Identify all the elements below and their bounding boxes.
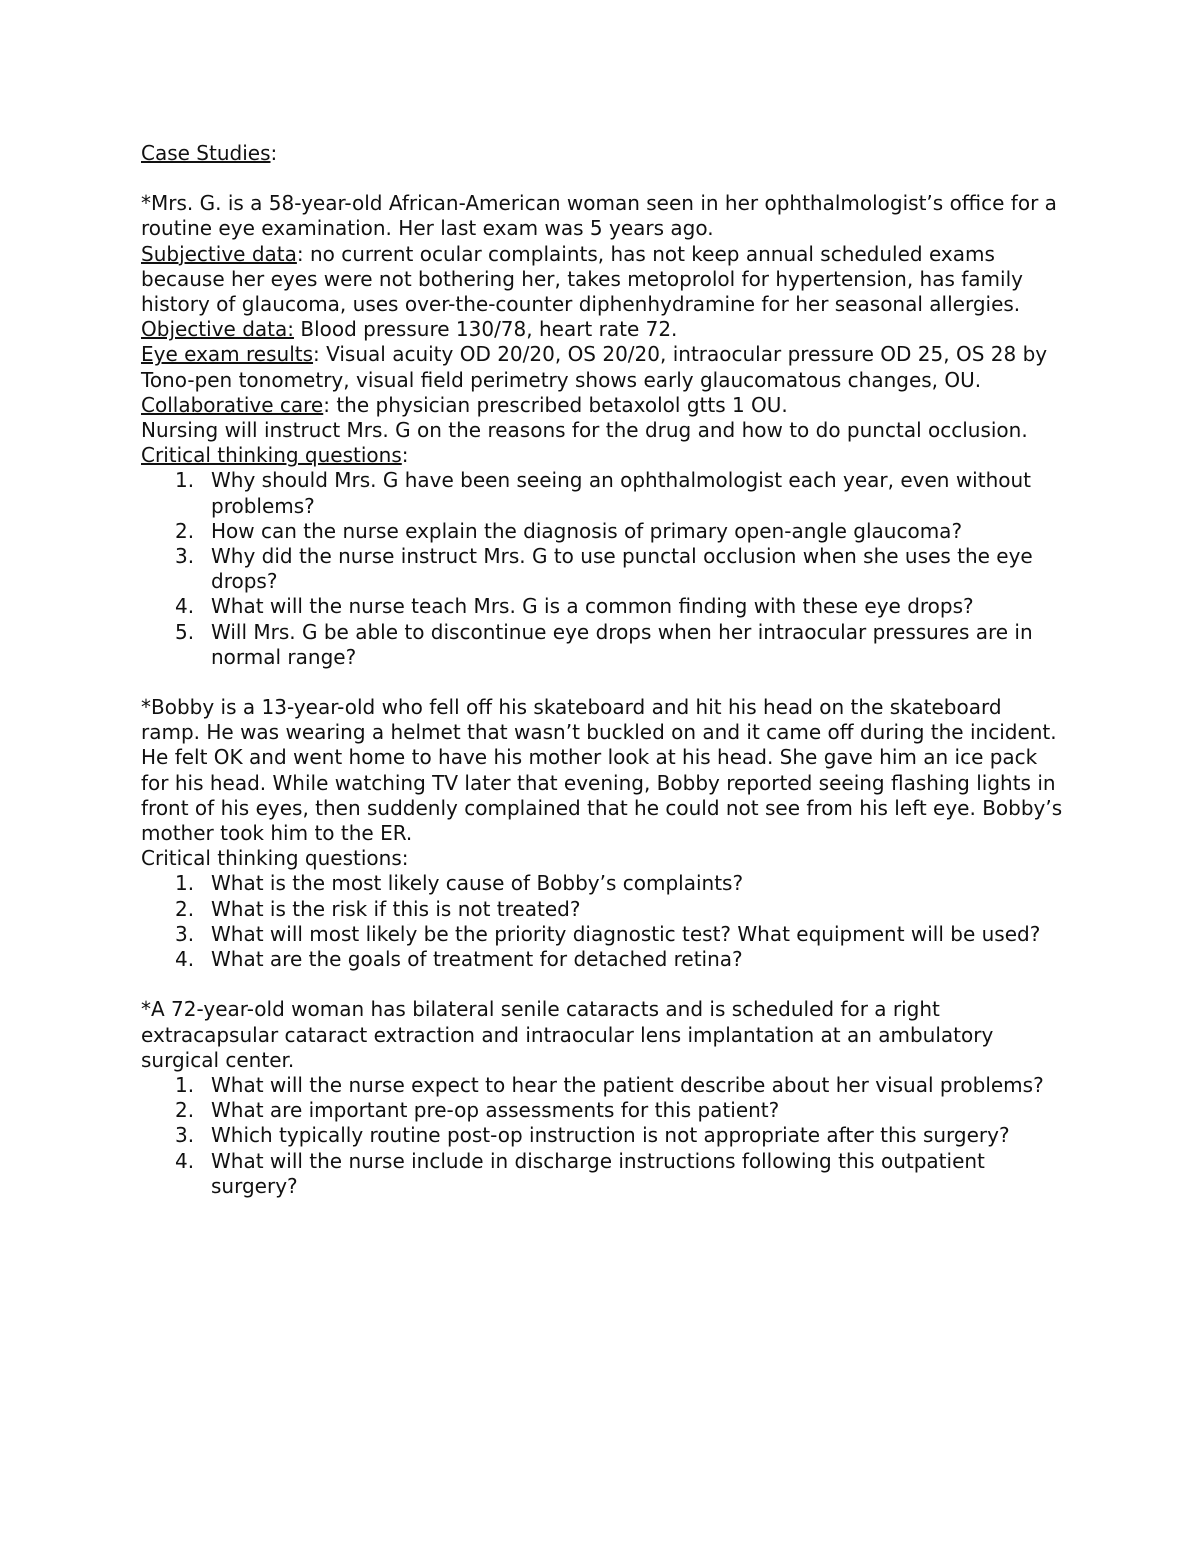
list-item: 2. What is the risk if this is not treated? xyxy=(175,896,581,921)
case2-intro: *Bobby is a 13-year-old who fell off his skateboard and hit his head on the skateboard ramp. He was wearing a helmet that wasn’t buckled on and it came off during the incident. He felt OK and went home to have his mother look at his head. She gave him an ice pack for his head. While watching TV later that evening, Bobby reported seeing flashing lights in front of his eyes, then suddenly complained that he could not see from his left eye. Bobby’s mother took him to the ER. xyxy=(141,695,1063,846)
page-heading: Case Studies: xyxy=(141,141,278,165)
case2-questions-heading: Critical thinking questions: xyxy=(141,846,409,871)
case-study-2 xyxy=(141,695,1066,972)
case1-objective: Objective data: Blood pressure 130/78, heart rate 72. xyxy=(141,317,678,342)
spacer xyxy=(141,670,1066,695)
spacer xyxy=(141,972,1066,997)
case3-questions-list xyxy=(141,1073,1066,1199)
list-item: 5. Will Mrs. G be able to discontinue eye drops when her intraocular pressures are in normal range? xyxy=(175,619,1033,669)
heading-label: Case Studies xyxy=(141,141,271,165)
list-item: 1. What is the most likely cause of Bobby’s complaints? xyxy=(175,871,744,896)
list-item: 3. What will most likely be the priority diagnostic test? What equipment will be used? xyxy=(175,921,1041,946)
list-item: 4. What are the goals of treatment for detached retina? xyxy=(175,947,743,972)
case1-eye-exam: Eye exam results: Visual acuity OD 20/20, OS 20/20, intraocular pressure OD 25, OS 28 by Tono-pen tonometry, visual field perimetry shows early glaucomatous changes, OU. xyxy=(141,342,1048,392)
case1-questions-list xyxy=(141,468,1066,670)
list-item: 4. What will the nurse include in discharge instructions following this outpatient surgery? xyxy=(175,1148,985,1198)
case1-nursing: Nursing will instruct Mrs. G on the reasons for the drug and how to do punctal occlusion. xyxy=(141,418,1028,443)
case2-questions-list xyxy=(141,871,1066,972)
case1-questions-heading: Critical thinking questions: xyxy=(141,443,409,468)
case-study-1 xyxy=(141,191,1066,670)
case1-intro: *Mrs. G. is a 58-year-old African-American woman seen in her ophthalmologist’s office for a routine eye examination. Her last exam was 5 years ago. xyxy=(141,191,1057,241)
list-item: 3. Why did the nurse instruct Mrs. G to use punctal occlusion when she uses the eye drops? xyxy=(175,544,1033,594)
document-page xyxy=(141,141,1066,1199)
list-item: 1. What will the nurse expect to hear the patient describe about her visual problems? xyxy=(175,1072,1044,1097)
case1-collab-care: Collaborative care: the physician prescribed betaxolol gtts 1 OU. xyxy=(141,392,788,417)
case3-intro: *A 72-year-old woman has bilateral senile cataracts and is scheduled for a right extracapsular cataract extraction and intraocular lens implantation at an ambulatory surgical center. xyxy=(141,997,994,1072)
list-item: 4. What will the nurse teach Mrs. G is a common finding with these eye drops? xyxy=(175,594,974,619)
list-item: 2. How can the nurse explain the diagnosis of primary open-angle glaucoma? xyxy=(175,518,963,543)
spacer xyxy=(141,166,1066,191)
case1-subjective: Subjective data: no current ocular complaints, has not keep annual scheduled exams because her eyes were not bothering her, takes metoprolol for hypertension, has family history of glaucoma, uses over-the-counter diphenhydramine for her seasonal allergies. xyxy=(141,241,1023,317)
list-item: 1. Why should Mrs. G have been seeing an ophthalmologist each year, even without problems? xyxy=(175,468,1032,518)
list-item: 2. What are important pre-op assessments for this patient? xyxy=(175,1098,780,1123)
list-item: 3. Which typically routine post-op instruction is not appropriate after this surgery? xyxy=(175,1123,1010,1148)
case-study-3 xyxy=(141,997,1066,1199)
